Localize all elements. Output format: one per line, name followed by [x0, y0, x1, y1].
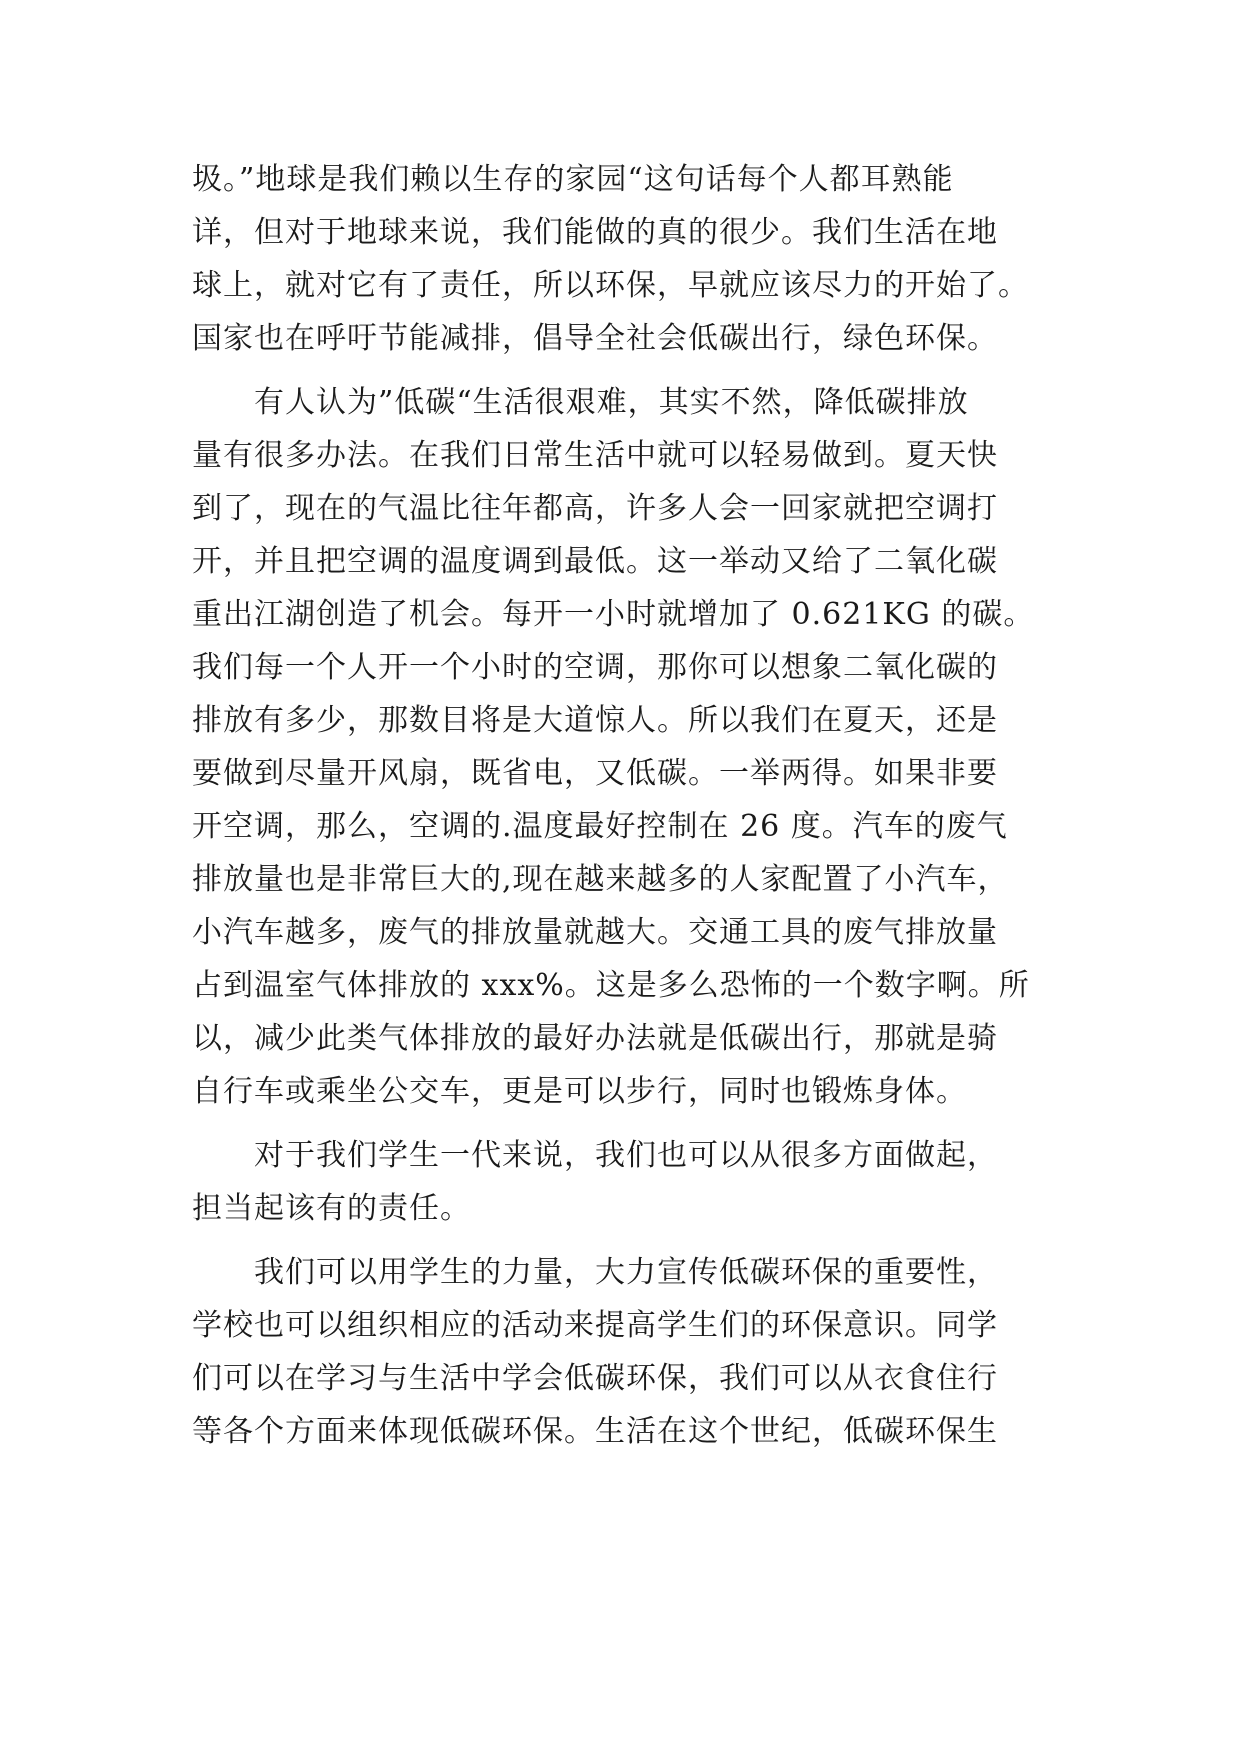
text-line: 球上，就对它有了责任，所以环保，早就应该尽力的开始了。: [192, 268, 1029, 303]
paragraph-first-line: 有人认为”低碳“生活很艰难，其实不然，降低碳排放: [192, 385, 969, 420]
text-line: 自行车或乘坐公交车，更是可以步行，同时也锻炼身体。: [192, 1074, 967, 1109]
text-line: 排放量也是非常巨大的,现在越来越多的人家配置了小汽车，: [192, 862, 1009, 897]
text-line: 排放有多少，那数目将是大道惊人。所以我们在夏天，还是: [192, 703, 998, 738]
text-line: 开空调，那么，空调的.温度最好控制在 26 度。汽车的废气: [192, 809, 1008, 844]
text-line: 到了，现在的气温比往年都高，许多人会一回家就把空调打: [192, 491, 998, 526]
text-line: 量有很多办法。在我们日常生活中就可以轻易做到。夏天快: [192, 438, 998, 473]
text-line: 圾。”地球是我们赖以生存的家园“这句话每个人都耳熟能: [192, 162, 954, 197]
text-line: 开，并且把空调的温度调到最低。这一举动又给了二氧化碳: [192, 544, 998, 579]
text-line: 学校也可以组织相应的活动来提高学生们的环保意识。同学: [192, 1308, 998, 1343]
text-line: 我们每一个人开一个小时的空调，那你可以想象二氧化碳的: [192, 650, 998, 685]
text-line: 们可以在学习与生活中学会低碳环保，我们可以从衣食住行: [192, 1361, 998, 1396]
text-line: 小汽车越多，废气的排放量就越大。交通工具的废气排放量: [192, 915, 998, 950]
paragraph-first-line: 我们可以用学生的力量，大力宣传低碳环保的重要性，: [192, 1255, 998, 1290]
body-text: [192, 153, 1052, 1458]
text-line: 详，但对于地球来说，我们能做的真的很少。我们生活在地: [192, 215, 998, 250]
text-line: 重出江湖创造了机会。每开一小时就增加了 0.621KG 的碳。: [192, 597, 1035, 632]
text-line: 要做到尽量开风扇，既省电，又低碳。一举两得。如果非要: [192, 756, 998, 791]
text-line: 以，减少此类气体排放的最好办法就是低碳出行，那就是骑: [192, 1021, 998, 1056]
paragraph-first-line: 对于我们学生一代来说，我们也可以从很多方面做起，: [192, 1138, 998, 1173]
text-line: 占到温室气体排放的 xxx%。这是多么恐怖的一个数字啊。所: [192, 968, 1030, 1003]
text-line: 国家也在呼吁节能减排，倡导全社会低碳出行，绿色环保。: [192, 321, 998, 356]
text-line: 担当起该有的责任。: [192, 1191, 471, 1226]
text-line: 等各个方面来体现低碳环保。生活在这个世纪，低碳环保生: [192, 1414, 998, 1449]
